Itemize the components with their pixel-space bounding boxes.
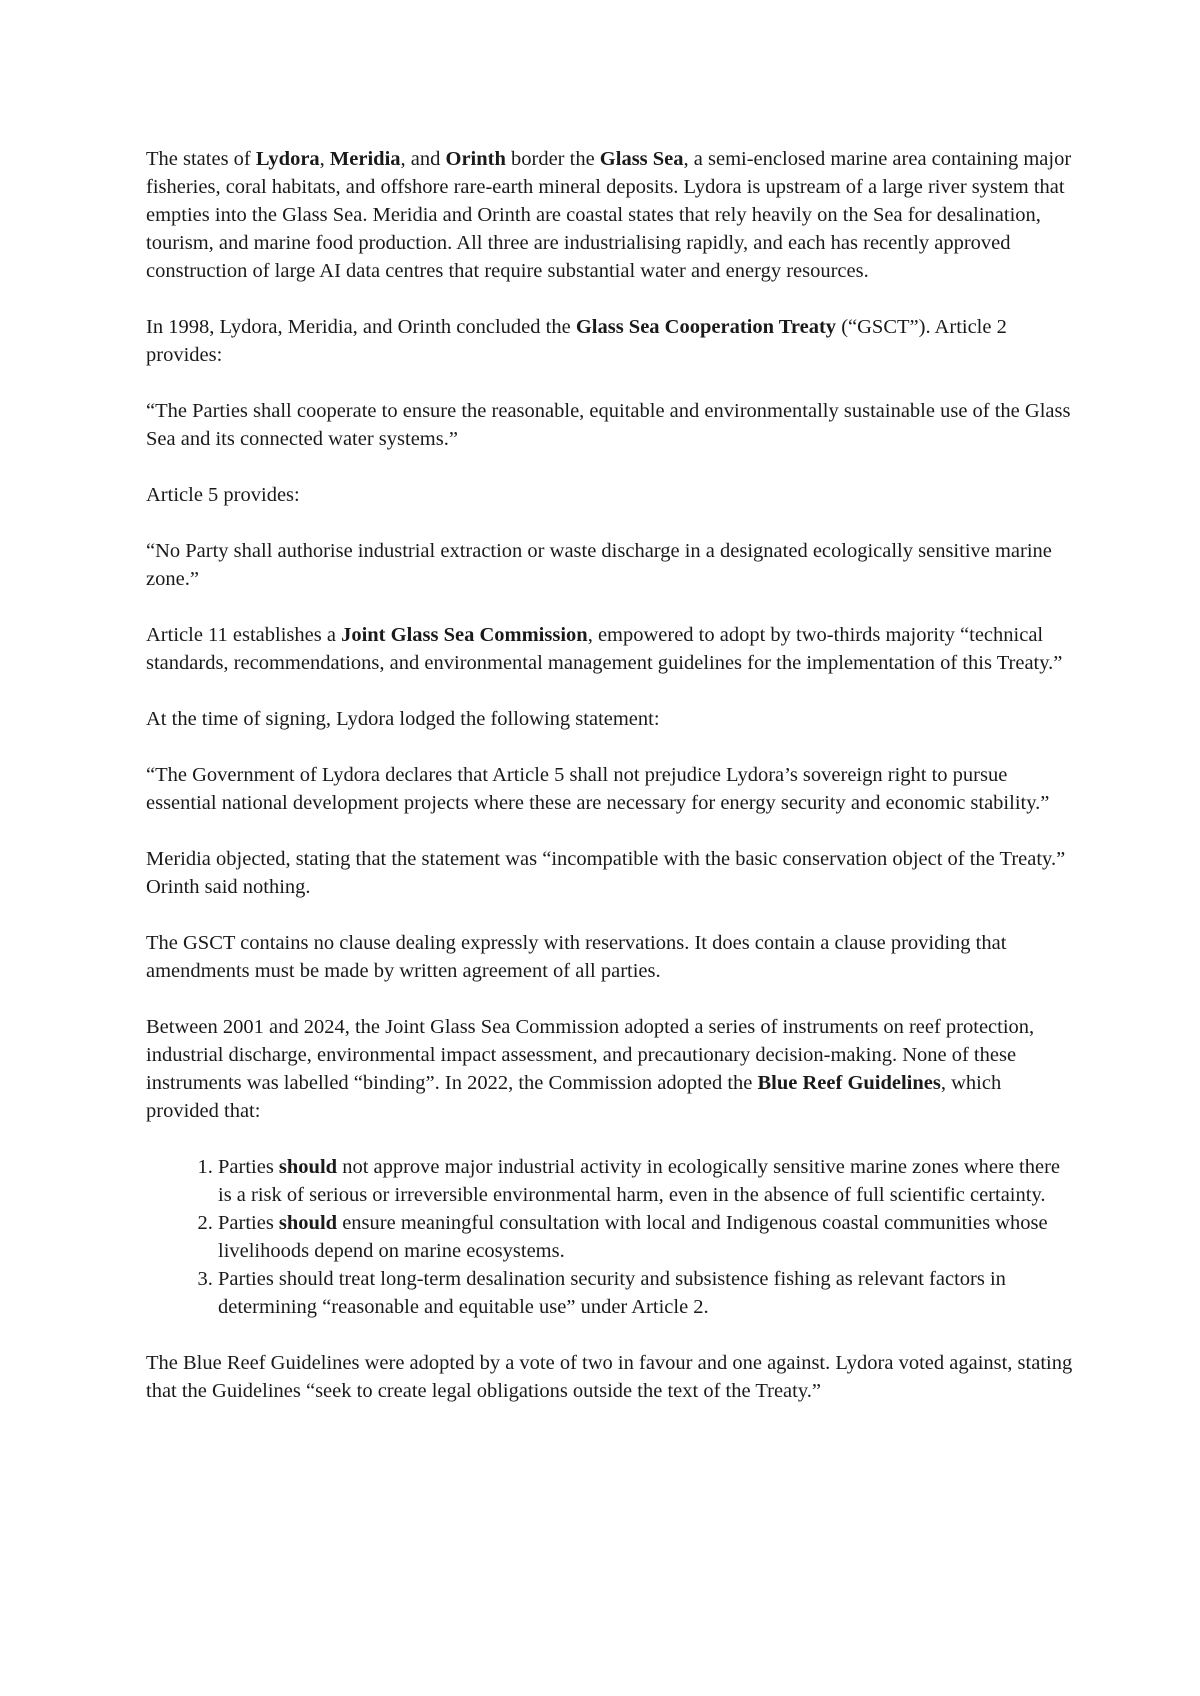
text-run: In 1998, Lydora, Meridia, and Orinth concluded the	[146, 316, 576, 338]
bold-term: Glass Sea	[599, 148, 684, 170]
paragraph-commission-instruments	[146, 1013, 1076, 1125]
paragraph-article-5-quote	[146, 537, 1076, 593]
bold-term: Blue Reef Guidelines	[757, 1072, 941, 1094]
text-run: Article 11 establishes a	[146, 624, 342, 646]
paragraph-treaty	[146, 313, 1076, 369]
paragraph-lydora-statement	[146, 761, 1076, 817]
text-run: Between 2001 and 2024, the Joint Glass Sea Commission adopted a series of instruments on reef protection, industrial discharge, environmental impact assessment, and precautionary decision-making. None of these instruments was labelled “binding”. In 2022, the Commission adopted the	[146, 1016, 1035, 1094]
text-run: not approve major industrial activity in ecologically sensitive marine zones where there is a risk of serious or irreversible environmental harm, even in the absence of full scientific certainty.	[218, 1156, 1061, 1206]
text-run: ,	[319, 148, 330, 170]
text-run: , empowered to adopt by two-thirds majority “technical standards, recommendations, and environmental management guidelines for the implementation of this Treaty.”	[146, 624, 1063, 674]
paragraph-vote	[146, 1349, 1076, 1405]
bold-term: should	[278, 1212, 338, 1234]
text-run: “No Party shall authorise industrial extraction or waste discharge in a designated ecologically sensitive marine zone.”	[146, 540, 1052, 590]
text-run: “The Government of Lydora declares that Article 5 shall not prejudice Lydora’s sovereign right to pursue essential national development projects where these are necessary for energy security and economic stability.”	[146, 764, 1050, 814]
text-run: The GSCT contains no clause dealing expressly with reservations. It does contain a clause providing that amendments must be made by written agreement of all parties.	[146, 932, 1007, 982]
paragraph-reservations	[146, 929, 1076, 985]
text-run: ensure meaningful consultation with local and Indigenous coastal communities whose livelihoods depend on marine ecosystems.	[218, 1212, 1048, 1262]
paragraph-signing	[146, 705, 1076, 733]
guideline-item	[218, 1265, 1076, 1321]
text-run: The states of	[146, 148, 256, 170]
text-run: Meridia objected, stating that the statement was “incompatible with the basic conservation object of the Treaty.” Orinth said nothing.	[146, 848, 1066, 898]
text-run: (“GSCT”). Article 2 provides:	[146, 316, 1007, 366]
text-run: The Blue Reef Guidelines were adopted by a vote of two in favour and one against. Lydora voted against, stating that the Guidelines “seek to create legal obligations outside the text of the Treaty.”	[146, 1352, 1073, 1402]
text-run: Parties	[218, 1212, 279, 1234]
guideline-item	[218, 1153, 1076, 1209]
text-run: , a semi-enclosed marine area containing major fisheries, coral habitats, and offshore rare-earth mineral deposits. Lydora is upstream of a large river system that empties into the Glass Sea. Meridia and Orinth are coastal states that rely heavily on the Sea for desalination, tourism, and marine food production. All three are industrialising rapidly, and each has recently approved construction of large AI data centres that require substantial water and energy resources.	[146, 148, 1072, 282]
bold-term: Meridia	[329, 148, 401, 170]
paragraph-article-2-quote	[146, 397, 1076, 453]
document-page	[146, 145, 1076, 1433]
document-closing	[146, 1349, 1076, 1405]
text-run: “The Parties shall cooperate to ensure the reasonable, equitable and environmentally sustainable use of the Glass Sea and its connected water systems.”	[146, 400, 1071, 450]
paragraph-article-5-intro	[146, 481, 1076, 509]
bold-term: Glass Sea Cooperation Treaty	[575, 316, 837, 338]
document-body	[146, 145, 1076, 1125]
text-run: At the time of signing, Lydora lodged the following statement:	[146, 708, 660, 730]
blue-reef-guidelines-list	[146, 1153, 1076, 1321]
text-run: Article 5 provides:	[146, 484, 300, 506]
paragraph-objection	[146, 845, 1076, 901]
bold-term: should	[278, 1156, 338, 1178]
paragraph-intro	[146, 145, 1076, 285]
guideline-item	[218, 1209, 1076, 1265]
paragraph-article-11	[146, 621, 1076, 677]
text-run: Parties should treat long-term desalination security and subsistence fishing as relevant factors in determining “reasonable and equitable use” under Article 2.	[218, 1268, 1006, 1318]
text-run: , and	[400, 148, 446, 170]
bold-term: Lydora	[255, 148, 320, 170]
bold-term: Joint Glass Sea Commission	[341, 624, 588, 646]
bold-term: Orinth	[445, 148, 506, 170]
text-run: , which provided that:	[146, 1072, 1002, 1122]
text-run: border the	[505, 148, 600, 170]
text-run: Parties	[218, 1156, 279, 1178]
